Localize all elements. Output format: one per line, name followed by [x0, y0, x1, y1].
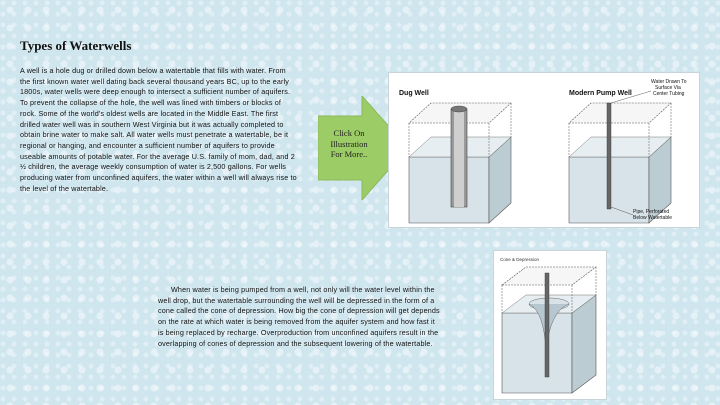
cone-illustration[interactable]	[493, 250, 607, 400]
well-illustration[interactable]	[388, 72, 700, 228]
cone-label: Cone & Depression	[500, 257, 540, 262]
arrow-label[interactable]	[318, 128, 380, 160]
pump-well-label: Modern Pump Well	[569, 90, 632, 97]
water-drawn-label-1: Water Drawn To	[651, 79, 687, 85]
arrow-label-line-3: For More..	[330, 149, 368, 159]
water-drawn-label-2: Surface Via	[655, 85, 681, 91]
pipe-label-1: Pipe, Perforated	[633, 209, 670, 215]
well-diagram	[389, 73, 699, 227]
dug-well-label: Dug Well	[399, 90, 429, 97]
cone-paragraph: When water is being pumped from a well, not only will the water level within the well drop, but the watertable surrounding the well will be depressed in the form of a cone called the cone of depression. How big the cone of depression will get depends on the rate at which water is being removed from the aquifer system and how fast it is being replaced by recharge. Overproduction from unconfined aquifers result in the overlapping of cones of depression and the subsequent lowering of the watertable.	[158, 285, 440, 348]
water-drawn-label-3: Center Tubing	[653, 91, 685, 97]
pipe-label-2: Below Watertable	[633, 215, 672, 221]
pump-well-block	[569, 91, 671, 223]
cone-diagram	[494, 251, 606, 399]
page-title: Types of Waterwells	[20, 38, 132, 53]
intro-paragraph: A well is a hole dug or drilled down below a watertable that fills with water. From the first known water well dating back several thousand years BC, up to the early 1800s, water wells were deep enough to intersect a sufficient number of aquifers. To prevent the collapse of the hole, the well was lined with timbers or blocks of rock. Some of the world's oldest wells are located in the Middle East. The first drilled water well was in southern West Virginia but it was actually completed to obtain brine water to make salt. All water wells must penetrate a watertable, be it regional or hanging, and encounter a sufficient number of aquifers to provide useable amounts of potable water. For the average U.S. family of mom, dad, and 2 ½ children, the average weekly consumption of water is 2,500 gallons. For wells producing water from unconfined aquifers, the water within a well will always rise to the level of the watertable.	[20, 66, 297, 193]
arrow-label-line-2: Illustration	[330, 138, 368, 149]
arrow-label-line-1: Click On	[333, 128, 365, 138]
dug-well-block	[409, 103, 511, 223]
